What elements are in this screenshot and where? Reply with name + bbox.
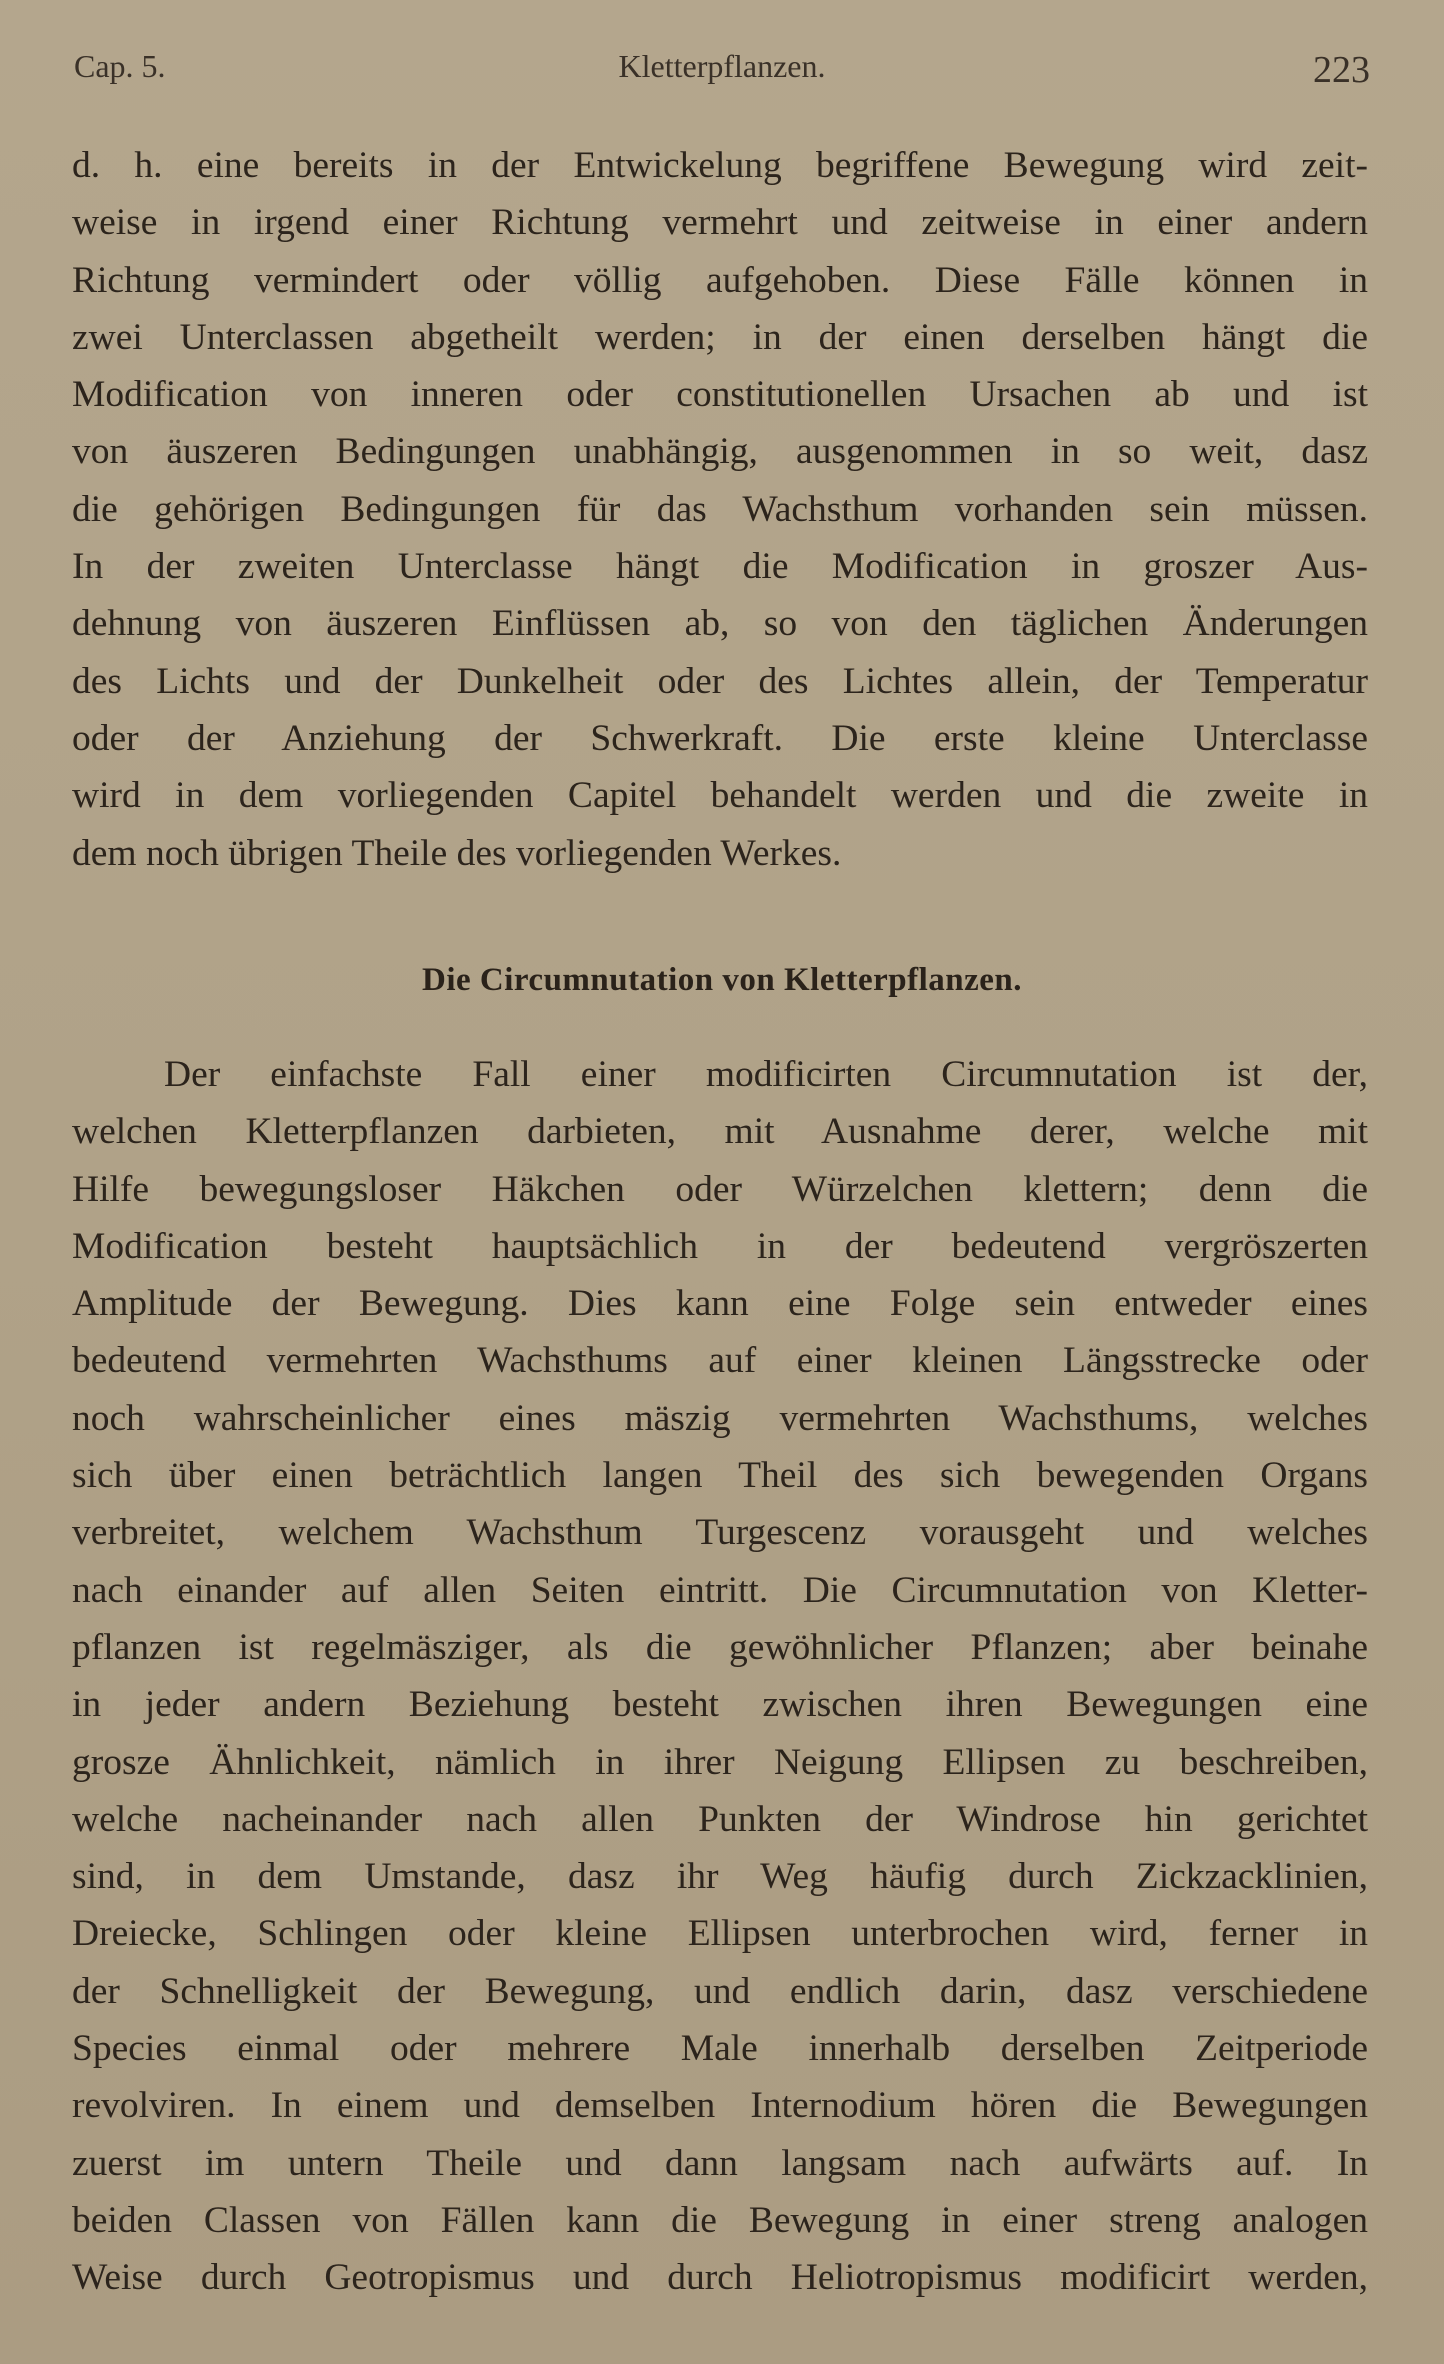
text-line: Weise durch Geotropismus und durch Heliotropismus modificirt werden, [72,2257,1368,2299]
text-line: zwei Unterclassen abgetheilt werden; in der einen derselben hängt die [72,316,1368,358]
text-line: d. h. eine bereits in der Entwickelung begriffene Bewegung wird zeit- [72,145,1368,186]
paragraph-intro [72,137,1368,882]
section-heading: Die Circumnutation von Kletterpflanzen. [421,962,1022,998]
text-line: Hilfe bewegungsloser Häkchen oder Würzelchen klettern; denn die [72,1168,1368,1210]
text-line: dem noch übrigen Theile des vorliegenden Werkes. [72,832,842,874]
text-line: Species einmal oder mehrere Male innerhalb derselben Zeitperiode [72,2028,1368,2070]
text-line: in jeder andern Beziehung besteht zwischen ihren Bewegungen eine [72,1684,1368,1726]
running-header [74,48,1370,98]
text-line: verbreitet, welchem Wachsthum Turgescenz vorausgeht und welches [72,1512,1368,1554]
text-line: oder der Anziehung der Schwerkraft. Die erste kleine Unterclasse [72,717,1368,759]
text-line: In der zweiten Unterclasse hängt die Modification in groszer Aus- [72,546,1368,588]
chapter-label: Cap. 5. [74,48,166,84]
text-line: Der einfachste Fall einer modificirten Circumnutation ist der, [164,1054,1368,1095]
text-line: von äuszeren Bedingungen unabhängig, ausgenommen in so weit, dasz [72,431,1368,473]
text-line: beiden Classen von Fällen kann die Bewegung in einer streng analogen [72,2199,1368,2241]
text-line: sind, in dem Umstande, dasz ihr Weg häufig durch Zickzacklinien, [72,1856,1368,1898]
text-line: noch wahrscheinlicher eines mäszig vermehrten Wachsthums, welches [72,1397,1368,1439]
text-line: grosze Ähnlichkeit, nämlich in ihrer Neigung Ellipsen zu beschreiben, [72,1741,1368,1783]
text-line: des Lichts und der Dunkelheit oder des Lichtes allein, der Temperatur [72,660,1368,702]
text-line: die gehörigen Bedingungen für das Wachsthum vorhanden sein müssen. [72,488,1368,530]
text-line: nach einander auf allen Seiten eintritt. Die Circumnutation von Kletter- [72,1569,1368,1611]
text-line: welche nacheinander nach allen Punkten der Windrose hin gerichtet [72,1798,1368,1840]
text-line: pflanzen ist regelmäsziger, als die gewöhnlicher Pflanzen; aber beinahe [72,1626,1368,1668]
text-line: Modification besteht hauptsächlich in der bedeutend vergröszerten [72,1225,1368,1267]
text-line: der Schnelligkeit der Bewegung, und endlich darin, dasz verschiedene [72,1970,1368,2012]
text-line: revolviren. In einem und demselben Internodium hören die Bewegungen [72,2085,1368,2127]
text-line: Richtung vermindert oder völlig aufgehoben. Diese Fälle können in [72,259,1368,301]
text-line: Dreiecke, Schlingen oder kleine Ellipsen unterbrochen wird, ferner in [72,1913,1368,1955]
text-line: Amplitude der Bewegung. Dies kann eine Folge sein entweder eines [72,1283,1368,1325]
text-line: welchen Kletterpflanzen darbieten, mit Ausnahme derer, welche mit [72,1111,1368,1153]
running-title: Kletterpflanzen. [618,48,826,84]
text-line: sich über einen beträchtlich langen Theil des sich bewegenden Organs [72,1455,1368,1497]
page-number: 223 [1313,49,1370,91]
text-line: weise in irgend einer Richtung vermehrt und zeitweise in einer andern [72,202,1368,244]
paragraph-climbing-plants [72,1046,1368,2307]
text-line: wird in dem vorliegenden Capitel behandelt werden und die zweite in [72,775,1368,817]
text-line: dehnung von äuszeren Einflüssen ab, so von den täglichen Änderungen [72,603,1368,645]
text-line: bedeutend vermehrten Wachsthums auf einer kleinen Längsstrecke oder [72,1340,1368,1382]
text-line: Modification von inneren oder constitutionellen Ursachen ab und ist [72,374,1368,416]
text-line: zuerst im untern Theile und dann langsam nach aufwärts auf. In [72,2142,1368,2184]
